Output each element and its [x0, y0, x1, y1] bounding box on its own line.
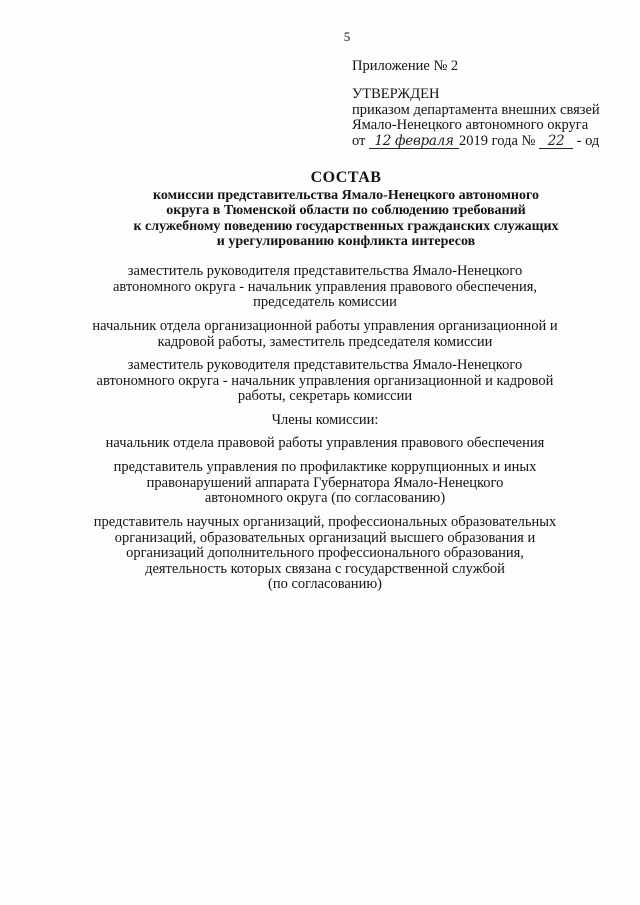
- order-line-2: Ямало-Ненецкого автономного округа: [352, 117, 589, 134]
- entry-line: кадровой работы, заместитель председателя комиссии: [157, 333, 493, 350]
- entry-line: (по согласованию): [268, 576, 382, 593]
- entry-line: правонарушений аппарата Губернатора Ямало-Ненецкого: [146, 474, 504, 491]
- entry-line: организаций дополнительного профессионального образования,: [126, 545, 524, 562]
- date-prefix: от: [352, 133, 366, 150]
- entry-line: заместитель руководителя представительства Ямало-Ненецкого: [127, 263, 523, 279]
- handwritten-number: 22: [539, 135, 573, 149]
- subtitle-line: и урегулированию конфликта интересов: [216, 234, 476, 250]
- entry-line: организаций, образовательных организаций высшего образования и: [114, 529, 536, 546]
- entry-line: начальник отдела организационной работы управления организационной и: [92, 318, 558, 334]
- entry-line: председатель комиссии: [253, 294, 397, 311]
- subtitle-line: округа в Тюменской области по соблюдению требований: [166, 203, 526, 219]
- approved-label: УТВЕРЖДЕН: [352, 86, 440, 102]
- entry-line: работы, секретарь комиссии: [237, 388, 413, 405]
- entry-line: автономного округа - начальник управления организационной и кадровой: [96, 372, 554, 389]
- number-suffix: - од: [576, 133, 600, 150]
- entry-line: автономного округа (по согласованию): [204, 490, 446, 507]
- secretary-entry: [10, 358, 640, 405]
- entry-line: начальник отдела правовой работы управления правового обеспечения: [105, 435, 545, 451]
- entry-line: представитель научных организаций, профессиональных образовательных: [93, 514, 557, 530]
- subtitle-line: к служебному поведению государственных гражданских служащих: [133, 218, 559, 234]
- page-number: 5: [343, 29, 351, 44]
- deputy-chairman-entry: [10, 319, 640, 350]
- order-line-1: приказом департамента внешних связей: [352, 101, 600, 118]
- member-entry: [10, 460, 640, 507]
- document-title: СОСТАВ: [310, 169, 382, 186]
- entry-line: представитель управления по профилактике коррупционных и иных: [113, 459, 537, 475]
- member-entry: [10, 515, 640, 593]
- handwritten-date: 12 февраля: [369, 135, 459, 149]
- year-text: 2019 года №: [459, 133, 536, 150]
- document-subtitle: [52, 188, 640, 250]
- approval-block: [352, 87, 634, 150]
- entry-line: деятельность которых связана с государственной службой: [145, 560, 505, 577]
- entry-line: заместитель руководителя представительства Ямало-Ненецкого: [127, 357, 523, 373]
- entry-line: автономного округа - начальник управления правового обеспечения,: [112, 278, 538, 295]
- member-entry: [10, 436, 640, 452]
- members-heading: Члены комиссии:: [271, 412, 379, 428]
- appendix-label: Приложение № 2: [352, 58, 459, 74]
- chairman-entry: [10, 264, 640, 311]
- order-date-line: [352, 134, 634, 150]
- subtitle-line: комиссии представительства Ямало-Ненецкого автономного: [153, 188, 539, 203]
